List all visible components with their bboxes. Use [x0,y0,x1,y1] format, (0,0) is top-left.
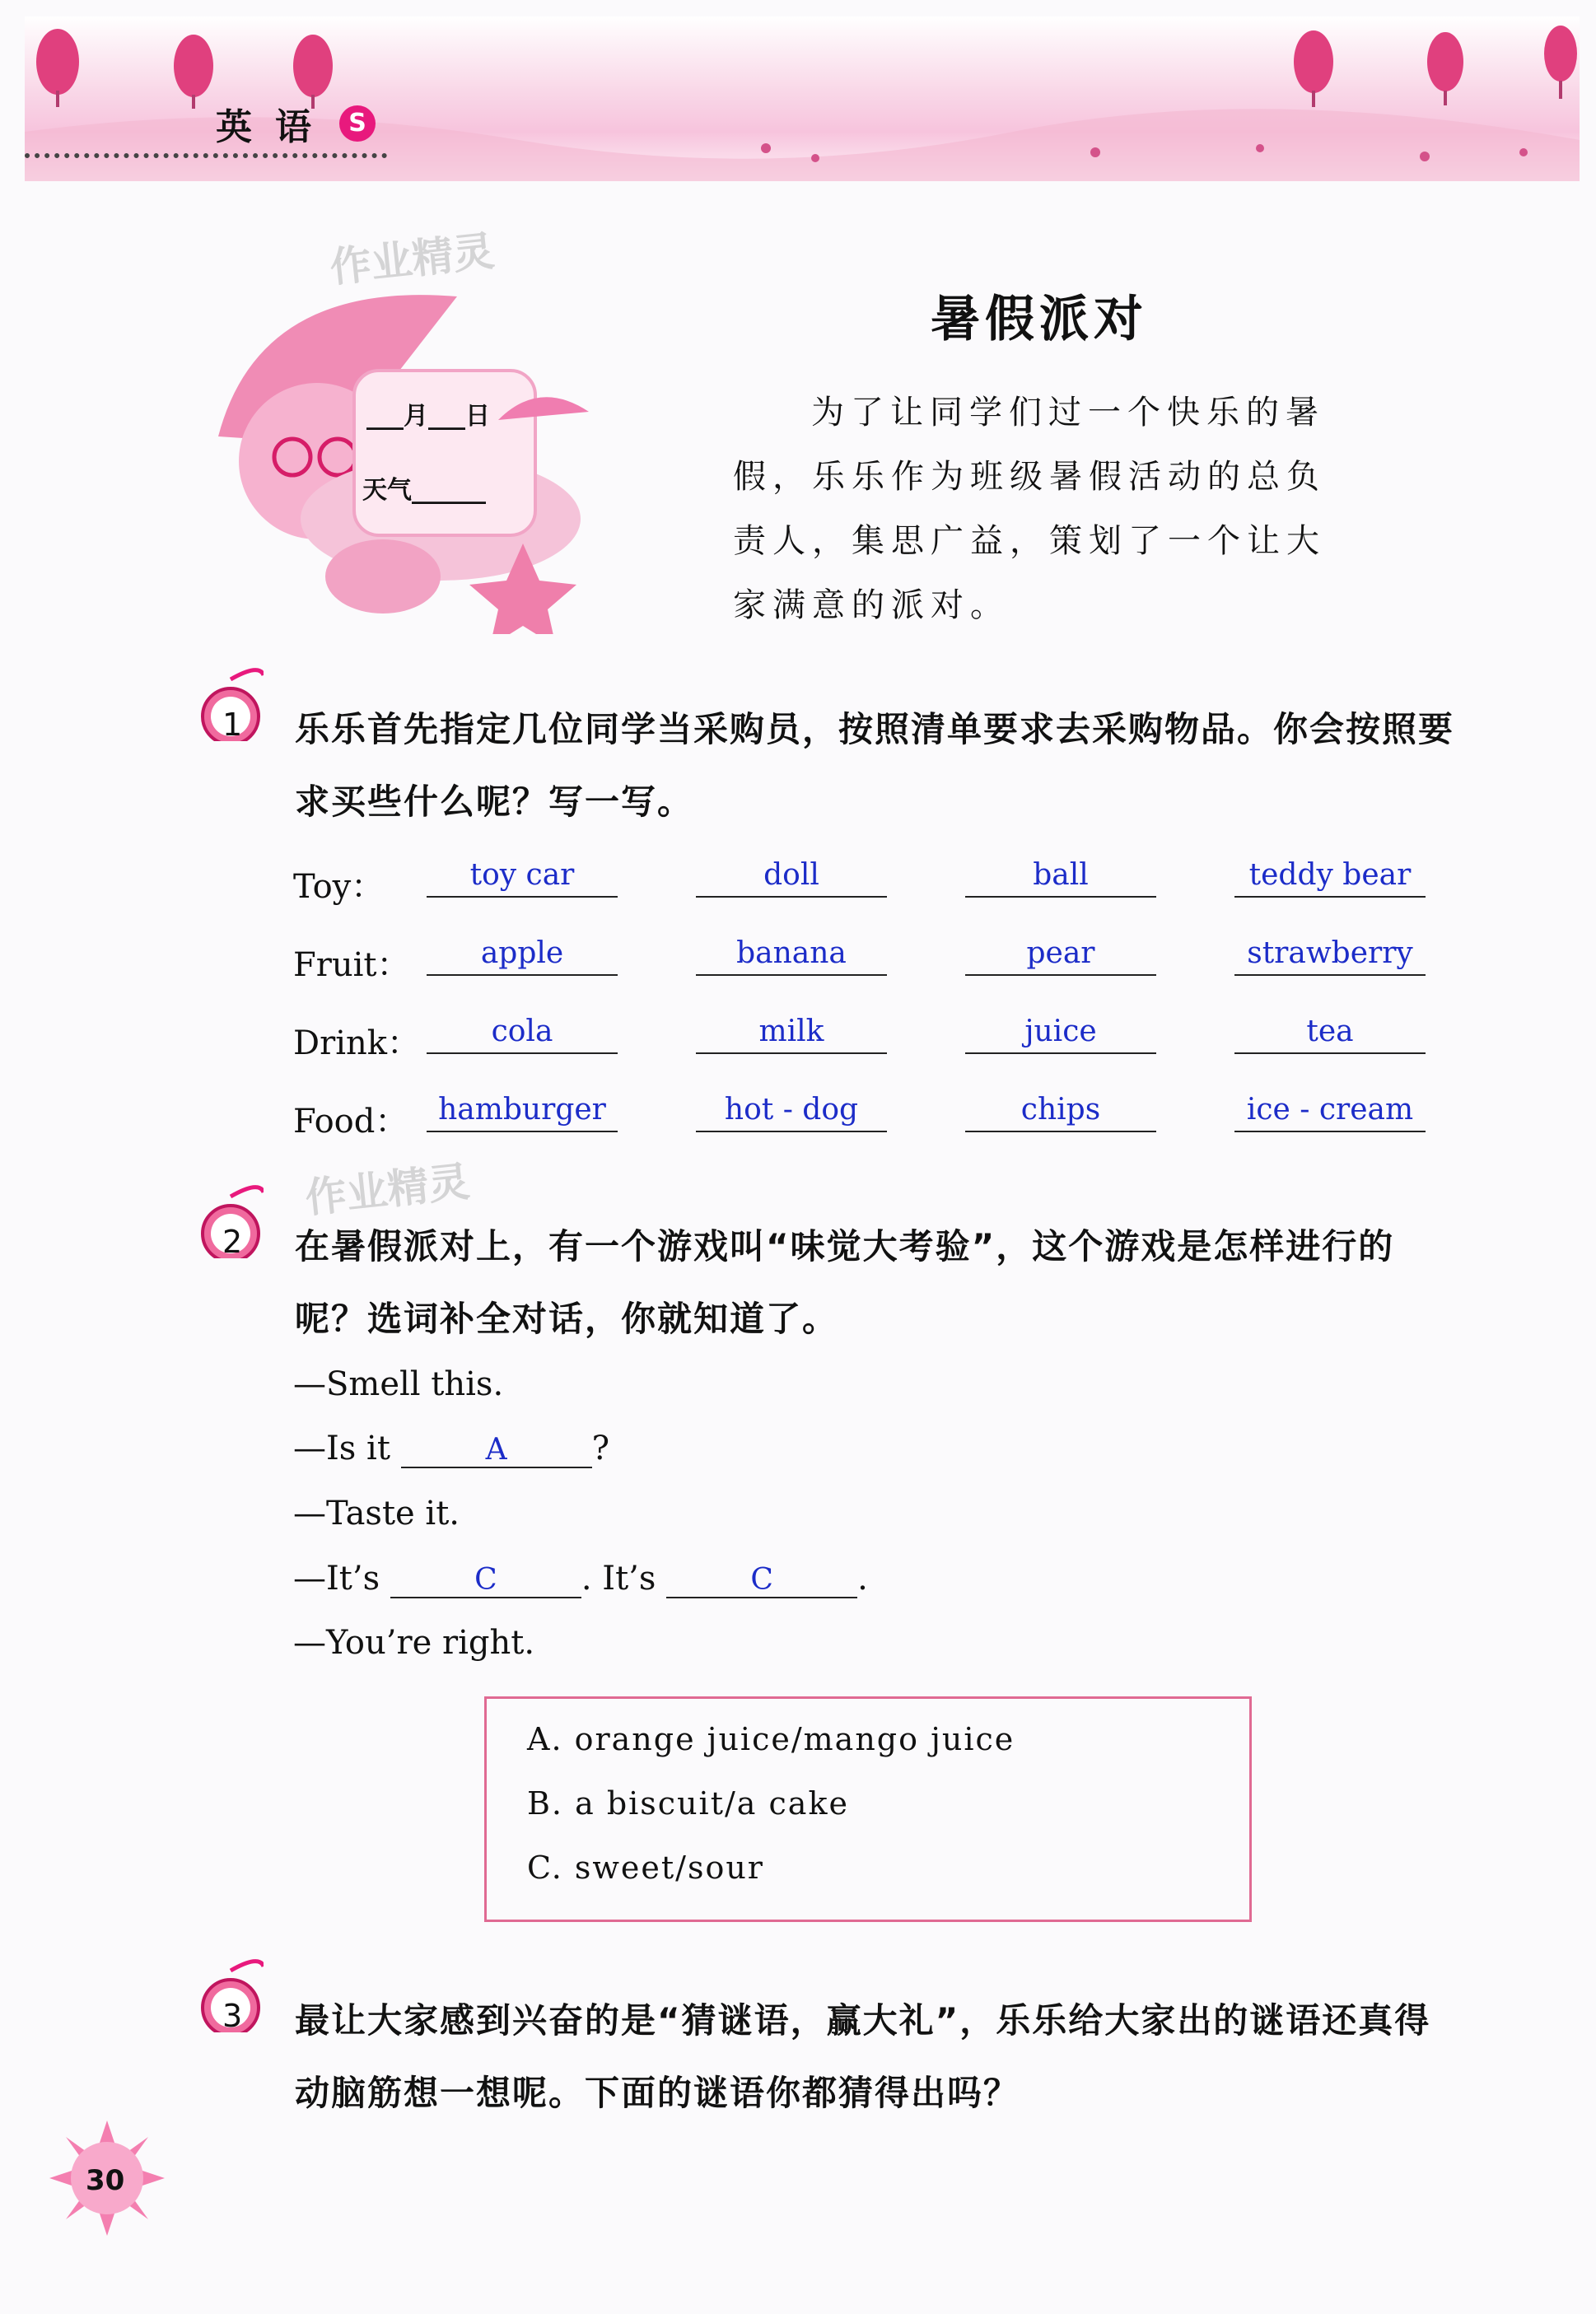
answer-blank[interactable]: pear [965,935,1156,976]
option-item: B. a biscuit/a cake [527,1785,849,1822]
dialogue-text: —It’s [293,1560,380,1598]
dotted-divider [25,153,387,158]
question-number: 2 [222,1224,243,1260]
dialogue-text: —Is it [293,1430,390,1467]
dialogue-line: —You’re right. [293,1624,535,1662]
watermark: 作业精灵 [327,226,497,292]
page-number: 30 [86,2164,125,2197]
dialogue-text: . It’s [581,1560,656,1598]
dialogue-line [293,1430,609,1468]
intro-paragraph: 为了让同学们过一个快乐的暑假，乐乐作为班级暑假活动的总负责人，集思广益，策划了一个让大家满意的派对。 [733,394,1326,624]
answer-blank[interactable]: banana [696,935,887,976]
answer-blank[interactable]: apple [427,935,618,976]
row-label-food: Food： [293,1103,408,1141]
question-number: 3 [222,1998,243,2034]
subject-label: 英语 [216,106,334,148]
edition-badge: S [339,105,376,142]
dialogue-text: . [857,1560,868,1598]
page-title: 暑假派对 [931,291,1148,348]
answer-blank[interactable]: chips [965,1091,1156,1132]
answer-blank[interactable]: C [666,1563,857,1598]
row-label-toy: Toy： [293,868,385,906]
row-label-drink: Drink： [293,1024,420,1062]
q2-prompt: 在暑假派对上，有一个游戏叫“味觉大考验”，这个游戏是怎样进行的呢？选词补全对话，你就知道了。 [295,1226,1395,1339]
answer-blank[interactable]: tea [1234,1013,1426,1054]
row-label-fruit: Fruit： [293,946,410,984]
weather-field: 天气______ [362,476,486,505]
q3-prompt: 最让大家感到兴奋的是“猜谜语，赢大礼”，乐乐给大家出的谜语还真得动脑筋想一想呢。下面的谜语你都猜得出吗？ [295,2000,1431,2113]
answer-blank[interactable]: ball [965,856,1156,898]
answer-blank[interactable]: juice [965,1013,1156,1054]
tree-icon [1544,26,1577,82]
answer-blank[interactable]: teddy bear [1234,856,1426,898]
tree-icon [36,29,79,95]
answer-blank[interactable]: hot - dog [696,1091,887,1132]
dialogue-line: —Smell this. [293,1365,504,1403]
option-item: C. sweet/sour [527,1850,764,1886]
tree-icon [174,35,213,97]
tree-icon [1427,32,1463,91]
answer-blank[interactable]: toy car [427,856,618,898]
answer-blank[interactable]: hamburger [427,1091,618,1132]
tree-icon [293,35,333,97]
date-field: ___月___日 [366,402,490,431]
dialogue-text: ? [591,1430,610,1467]
q1-prompt: 乐乐首先指定几位同学当采购员，按照清单要求去采购物品。你会按照要求买些什么呢？写一写。 [295,709,1455,822]
dialogue-line: —Taste it. [293,1495,460,1533]
answer-blank[interactable]: doll [696,856,887,898]
dialogue-line [293,1560,868,1598]
answer-blank[interactable]: ice - cream [1234,1091,1426,1132]
shell-icon [325,539,441,613]
answer-blank[interactable]: milk [696,1013,887,1054]
answer-blank[interactable]: C [390,1563,581,1598]
answer-blank[interactable]: strawberry [1234,935,1426,976]
tree-icon [1294,30,1333,93]
answer-blank[interactable]: cola [427,1013,618,1054]
option-item: A. orange juice/mango juice [527,1721,1015,1757]
answer-blank[interactable]: A [401,1433,592,1468]
watermark: 作业精灵 [302,1157,472,1223]
summer-illustration [194,247,622,634]
question-number: 1 [222,707,243,743]
